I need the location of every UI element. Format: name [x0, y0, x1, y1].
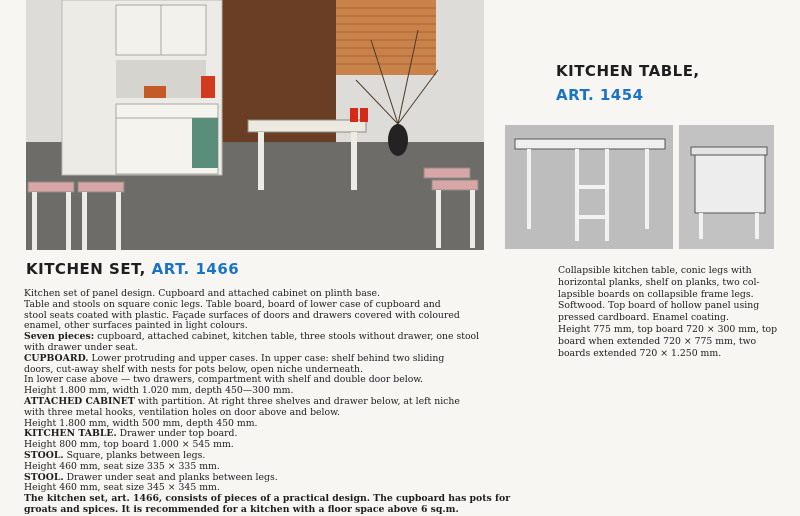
- ks-line: with drawer under seat.: [24, 341, 138, 353]
- ks-text: cupboard, attached cabinet, kitchen table, three stools without drawer, one stool: [94, 331, 480, 343]
- kt-line: pressed cardboard. Enamel coating.: [558, 312, 729, 324]
- kt-line: boards extended 720 × 1.250 mm.: [558, 347, 722, 359]
- kt-line: horizontal planks, shelf on planks, two col-: [558, 276, 760, 288]
- ks-line: Height 800 mm, top board 1.000 × 545 mm.: [24, 439, 234, 451]
- ks-text: with partition. At right three shelves and drawer below, at left niche: [134, 395, 460, 407]
- ks-line: [24, 505, 492, 516]
- ks-text: Drawer under top board.: [116, 428, 238, 440]
- ks-line: Height 1.800 mm, width 500 mm, depth 450 mm.: [24, 417, 258, 429]
- ks-line: Height 1.800 mm, width 1.020 mm, depth 450—300 mm.: [24, 385, 294, 397]
- ks-line: doors, cut-away shelf with nests for pots below, open niche underneath.: [24, 363, 363, 375]
- ks-line: Table and stools on square conic legs. Table board, board of lower case of cupboard and: [24, 298, 441, 310]
- kitchen-table-collapsed-photo: [679, 125, 774, 249]
- ks-line: In lower case above — two drawers, compartment with shelf and double door below.: [24, 374, 424, 386]
- summary-text: groats and spices. It is recommended for a kitchen with a floor space above 6 sq.m.: [24, 503, 459, 515]
- kitchen-set-photo: [26, 0, 484, 250]
- stool-drawer-label: STOOL.: [24, 471, 64, 483]
- ks-line: Kitchen set of panel design. Cupboard and attached cabinet on plinth base.: [24, 288, 380, 299]
- kitchen-table-open-photo: [505, 125, 673, 249]
- ks-text: Lower protruding and upper cases. In upper case: shelf behind two sliding: [88, 352, 445, 364]
- ks-line: Height 460 mm, seat size 335 × 335 mm.: [24, 460, 220, 472]
- summary-text: The kitchen set, art. 1466, consists of pieces of a practical design. The cupboard has pots for: [24, 493, 511, 505]
- kitchen-table-label: KITCHEN TABLE.: [24, 428, 117, 440]
- kt-line: board when extended 720 × 775 mm, two: [558, 335, 757, 347]
- ks-line: with three metal hooks, ventilation holes on door above and below.: [24, 406, 340, 418]
- stool-label: STOOL.: [24, 449, 64, 461]
- kitchen-set-art-number: ART. 1466: [151, 260, 240, 278]
- ks-line: [24, 354, 492, 365]
- ks-text: Square, planks between legs.: [63, 449, 206, 461]
- ks-line: enamel, other surfaces painted in light colours.: [24, 320, 248, 332]
- ks-line: stool seats coated with plastic. Façade surfaces of doors and drawers covered with coloured: [24, 309, 460, 321]
- ks-line: Height 460 mm, seat size 345 × 345 mm.: [24, 482, 220, 494]
- kt-line: Softwood. Top board of hollow panel using: [558, 300, 760, 312]
- kitchen-table-description: [558, 265, 776, 359]
- kitchen-table-title: KITCHEN TABLE,: [556, 62, 700, 80]
- cupboard-label: CUPBOARD.: [24, 352, 89, 364]
- kitchen-set-heading: [26, 260, 239, 278]
- kitchen-set-title: KITCHEN SET,: [26, 260, 146, 278]
- seven-pieces-label: Seven pieces:: [24, 331, 95, 343]
- kt-line: lapsible boards on collapsible frame legs.: [558, 288, 754, 300]
- kt-line: Height 775 mm, top board 720 × 300 mm, top: [558, 323, 778, 335]
- kitchen-set-description: [24, 288, 511, 516]
- attached-cabinet-label: ATTACHED CABINET: [24, 395, 135, 407]
- ks-text: Drawer under seat and planks between legs.: [63, 471, 278, 483]
- kt-line: Collapsible kitchen table, conic legs with: [558, 265, 752, 276]
- kitchen-table-art-number: ART. 1454: [556, 86, 644, 104]
